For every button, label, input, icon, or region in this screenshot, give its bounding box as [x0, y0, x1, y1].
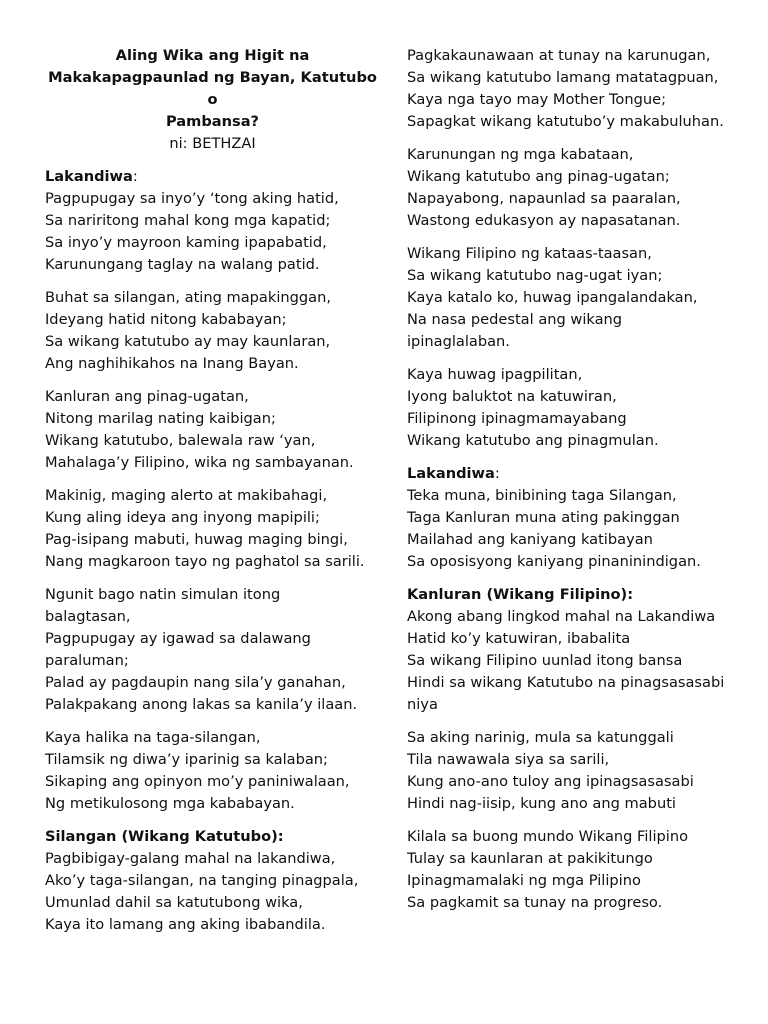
verse-line: Mailahad ang kaniyang katibayan: [407, 531, 653, 548]
stanza: [407, 463, 747, 573]
verse-line: Ideyang hatid nitong kababayan;: [45, 311, 287, 328]
stanza: [45, 287, 380, 375]
verse-line: Ng metikulosong mga kababayan.: [45, 795, 295, 812]
verse-line: Hatid ko’y katuwiran, ibabalita: [407, 630, 631, 647]
verse-line: Teka muna, binibining taga Silangan,: [407, 487, 677, 504]
verse-line: Karunungang taglay na walang patid.: [45, 256, 320, 273]
stanza: [407, 243, 747, 353]
verse-line: Sapagkat wikang katutubo’y makabuluhan.: [407, 113, 724, 130]
stanza: [407, 364, 747, 452]
speaker-name: Lakandiwa: [407, 465, 495, 482]
verse-line: Wikang katutubo, balewala raw ‘yan,: [45, 432, 316, 449]
verse-line: Napayabong, napaunlad sa paaralan,: [407, 190, 681, 207]
verse-line: Taga Kanluran muna ating pakinggan: [407, 509, 680, 526]
verse-line: Buhat sa silangan, ating mapakinggan,: [45, 289, 331, 306]
verse-line: Palakpakang anong lakas sa kanila’y ilaan.: [45, 696, 358, 713]
verse-line: Wikang katutubo ang pinag-ugatan;: [407, 168, 670, 185]
verse-line: Ako’y taga-silangan, na tanging pinagpala,: [45, 872, 359, 889]
verse-line: Sa aking narinig, mula sa katunggali: [407, 729, 674, 746]
verse-line: Ipinagmamalaki ng mga Pilipino: [407, 872, 641, 889]
verse-line: Sa wikang katutubo nag-ugat iyan;: [407, 267, 663, 284]
verse-line: Pagpupugay ay igawad sa dalawang: [45, 630, 311, 647]
verse-line: Iyong baluktot na katuwiran,: [407, 388, 617, 405]
verse-line: Ngunit bago natin simulan itong: [45, 586, 281, 603]
verse-line: Kanluran ang pinag-ugatan,: [45, 388, 249, 405]
stanza: [45, 485, 380, 573]
stanza: [45, 826, 380, 936]
stanza: [45, 166, 380, 276]
verse-line: ipinaglalaban.: [407, 333, 510, 350]
verse-line: balagtasan,: [45, 608, 131, 625]
verse-line: Kilala sa buong mundo Wikang Filipino: [407, 828, 689, 845]
speaker-heading: Silangan (Wikang Katutubo):: [45, 828, 284, 845]
verse-line: Pagbibigay-galang mahal na lakandiwa,: [45, 850, 336, 867]
speaker-heading: Lakandiwa:: [407, 465, 500, 482]
verse-line: Pagkakaunawaan at tunay na karunugan,: [407, 47, 711, 64]
verse-line: Umunlad dahil sa katutubong wika,: [45, 894, 303, 911]
verse-line: Wikang Filipino ng kataas-taasan,: [407, 245, 652, 262]
verse-line: Wastong edukasyon ay napasatanan.: [407, 212, 681, 229]
verse-line: Filipinong ipinagmamayabang: [407, 410, 627, 427]
verse-line: Sa inyo’y mayroon kaming ipapabatid,: [45, 234, 327, 251]
stanza: [407, 144, 747, 232]
right-column: [407, 45, 747, 925]
verse-line: Kung aling ideya ang inyong mapipili;: [45, 509, 320, 526]
verse-line: Kaya nga tayo may Mother Tongue;: [407, 91, 667, 108]
stanza: [407, 826, 747, 914]
verse-line: Tila nawawala siya sa sarili,: [407, 751, 610, 768]
verse-line: Sa pagkamit sa tunay na progreso.: [407, 894, 663, 911]
stanza: [45, 584, 380, 716]
stanza: [407, 45, 747, 133]
verse-line: Hindi sa wikang Katutubo na pinagsasasabi: [407, 674, 725, 691]
verse-line: Nang magkaroon tayo ng paghatol sa sarili.: [45, 553, 365, 570]
verse-line: Tilamsik ng diwa’y iparinig sa kalaban;: [45, 751, 328, 768]
verse-line: Sa wikang Filipino uunlad itong bansa: [407, 652, 683, 669]
verse-line: Karunungan ng mga kabataan,: [407, 146, 634, 163]
speaker-heading: Kanluran (Wikang Filipino):: [407, 586, 634, 603]
verse-line: Hindi nag-iisip, kung ano ang mabuti: [407, 795, 676, 812]
verse-line: Sa wikang katutubo ay may kaunlaran,: [45, 333, 331, 350]
verse-line: Kaya halika na taga-silangan,: [45, 729, 261, 746]
left-column: [45, 45, 380, 947]
verse-line: Tulay sa kaunlaran at pakikitungo: [407, 850, 653, 867]
verse-line: Pag-isipang mabuti, huwag maging bingi,: [45, 531, 348, 548]
stanza: [407, 584, 747, 716]
verse-line: Sikaping ang opinyon mo’y paniniwalaan,: [45, 773, 350, 790]
title-block: [45, 45, 380, 155]
verse-line: paraluman;: [45, 652, 129, 669]
verse-line: Kaya ito lamang ang aking ibabandila.: [45, 916, 326, 933]
speaker-heading: Lakandiwa:: [45, 168, 138, 185]
verse-line: Kung ano-ano tuloy ang ipinagsasasabi: [407, 773, 694, 790]
verse-line: Sa nariritong mahal kong mga kapatid;: [45, 212, 331, 229]
poem-title-line-1: Aling Wika ang Higit na: [115, 47, 310, 64]
verse-line: niya: [407, 696, 438, 713]
verse-line: Wikang katutubo ang pinagmulan.: [407, 432, 659, 449]
verse-line: Akong abang lingkod mahal na Lakandiwa: [407, 608, 716, 625]
verse-line: Na nasa pedestal ang wikang: [407, 311, 623, 328]
verse-line: Makinig, maging alerto at makibahagi,: [45, 487, 328, 504]
verse-line: Mahalaga’y Filipino, wika ng sambayanan.: [45, 454, 354, 471]
verse-line: Kaya katalo ko, huwag ipangalandakan,: [407, 289, 698, 306]
stanza: [45, 727, 380, 815]
verse-line: Pagpupugay sa inyo’y ‘tong aking hatid,: [45, 190, 339, 207]
verse-line: Kaya huwag ipagpilitan,: [407, 366, 583, 383]
verse-line: Ang naghihikahos na Inang Bayan.: [45, 355, 299, 372]
speaker-name: Lakandiwa: [45, 168, 133, 185]
poem-title-line-2: Makakapagpaunlad ng Bayan, Katutubo o: [48, 69, 377, 108]
verse-line: Sa oposisyong kaniyang pinaninindigan.: [407, 553, 701, 570]
stanza: [45, 386, 380, 474]
author-byline: ni: BETHZAI: [169, 135, 256, 152]
stanza: [407, 727, 747, 815]
verse-line: Nitong marilag nating kaibigan;: [45, 410, 276, 427]
poem-title-line-3: Pambansa?: [165, 113, 260, 130]
verse-line: Palad ay pagdaupin nang sila’y ganahan,: [45, 674, 346, 691]
verse-line: Sa wikang katutubo lamang matatagpuan,: [407, 69, 719, 86]
